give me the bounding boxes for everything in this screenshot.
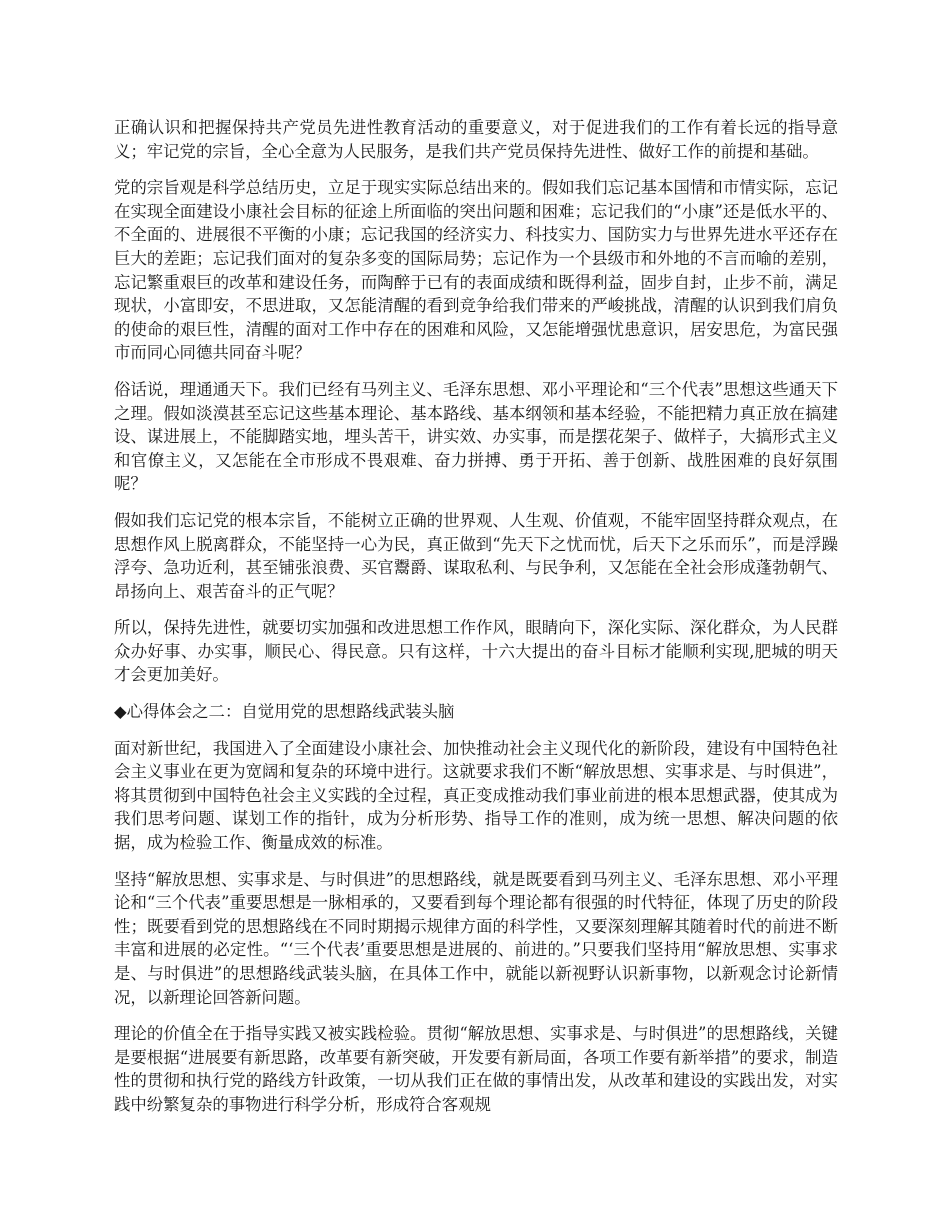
paragraph-8: 理论的价值全在于指导实践又被实践检验。贯彻“解放思想、实事求是、与时俱进”的思想路线，关键是要根据“进展要有新思路，改革要有新突破，开发要有新局面，各项工作要有新举措”的要求，制造性的贯彻和执行党的路线方针政策，一切从我们正在做的事情出发，从改革和建设的实践出发，对实践中纷繁复杂的事物进行科学分析，形成符合客观规: [114, 1024, 838, 1114]
paragraph-3: 俗话说，理通通天下。我们已经有马列主义、毛泽东思想、邓小平理论和“三个代表”思想这些通天下之理。假如淡漠甚至忘记这些基本理论、基本路线、基本纲领和基本经验，不能把精力真正放在搞建设、谋进展上，不能脚踏实地，埋头苦干，讲实效、办实事，而是摆花架子、做样子，大搞形式主义和官僚主义，又怎能在全市形成不畏艰难、奋力拼搏、勇于开拓、善于创新、战胜困难的良好氛围呢？: [114, 379, 838, 494]
paragraph-1: 正确认识和把握保持共产党员先进性教育活动的重要意义，对于促进我们的工作有着长远的指导意义；牢记党的宗旨，全心全意为人民服务，是我们共产党员保持先进性、做好工作的前提和基础。: [114, 118, 838, 161]
paragraph-2: 党的宗旨观是科学总结历史，立足于现实实际总结出来的。假如我们忘记基本国情和市情实际，忘记在实现全面建设小康社会目标的征途上所面临的突出问题和困难；忘记我们的“小康”还是低水平的、不全面的、进展很不平衡的小康；忘记我国的经济实力、科技实力、国防实力与世界先进水平还存在巨大的差距；忘记我们面对的复杂多变的国际局势；忘记作为一个县级市和外地的不言而喻的差别，忘记繁重艰巨的改革和建设任务，而陶醉于已有的表面成绩和既得利益，固步自封，止步不前，满足现状，小富即安，不思进取，又怎能清醒的看到竞争给我们带来的严峻挑战，清醒的认识到我们肩负的使命的艰巨性，清醒的面对工作中存在的困难和风险，又怎能增强忧患意识，居安思危，为富民强市而同心同德共同奋斗呢？: [114, 178, 838, 363]
paragraph-6: 面对新世纪，我国进入了全面建设小康社会、加快推动社会主义现代化的新阶段，建设有中国特色社会主义事业在更为宽阔和复杂的环境中进行。这就要求我们不断“解放思想、实事求是、与时俱进”，将其贯彻到中国特色社会主义实践的全过程，真正变成推动我们事业前进的根本思想武器，使其成为我们思考问题、谋划工作的指针，成为分析形势、指导工作的准则，成为统一思想、解决问题的依据，成为检验工作、衡量成效的标准。: [114, 738, 838, 853]
section-heading: ◆心得体会之二：自觉用党的思想路线武装头脑: [114, 702, 455, 722]
paragraph-4: 假如我们忘记党的根本宗旨，不能树立正确的世界观、人生观、价值观，不能牢固坚持群众观点，在思想作风上脱离群众，不能坚持一心为民，真正做到“先天下之忧而忧，后天下之乐而乐”，而是浮躁浮夸、急功近利，甚至铺张浪费、买官鬻爵、谋取私利、与民争利，又怎能在全社会形成蓬勃朝气、昂扬向上、艰苦奋斗的正气呢？: [114, 510, 838, 601]
paragraph-5: 所以，保持先进性，就要切实加强和改进思想工作作风，眼睛向下，深化实际、深化群众，为人民群众办好事、办实事，顺民心、得民意。只有这样，十六大提出的奋斗目标才能顺利实现,肥城的明天才会更加美好。: [114, 618, 838, 685]
paragraph-7: 坚持“解放思想、实事求是、与时俱进”的思想路线，就是既要看到马列主义、毛泽东思想、邓小平理论和“三个代表”重要思想是一脉相承的，又要看到每个理论都有很强的时代特征，体现了历史的阶段性；既要看到党的思想路线在不同时期揭示规律方面的科学性，又要深刻理解其随着时代的前进不断丰富和进展的必定性。“‘三个代表’重要思想是进展的、前进的。”只要我们坚持用“解放思想、实事求是、与时俱进”的思想路线武装头脑，在具体工作中，就能以新视野认识新事物，以新观念讨论新情况，以新理论回答新问题。: [114, 869, 838, 1007]
